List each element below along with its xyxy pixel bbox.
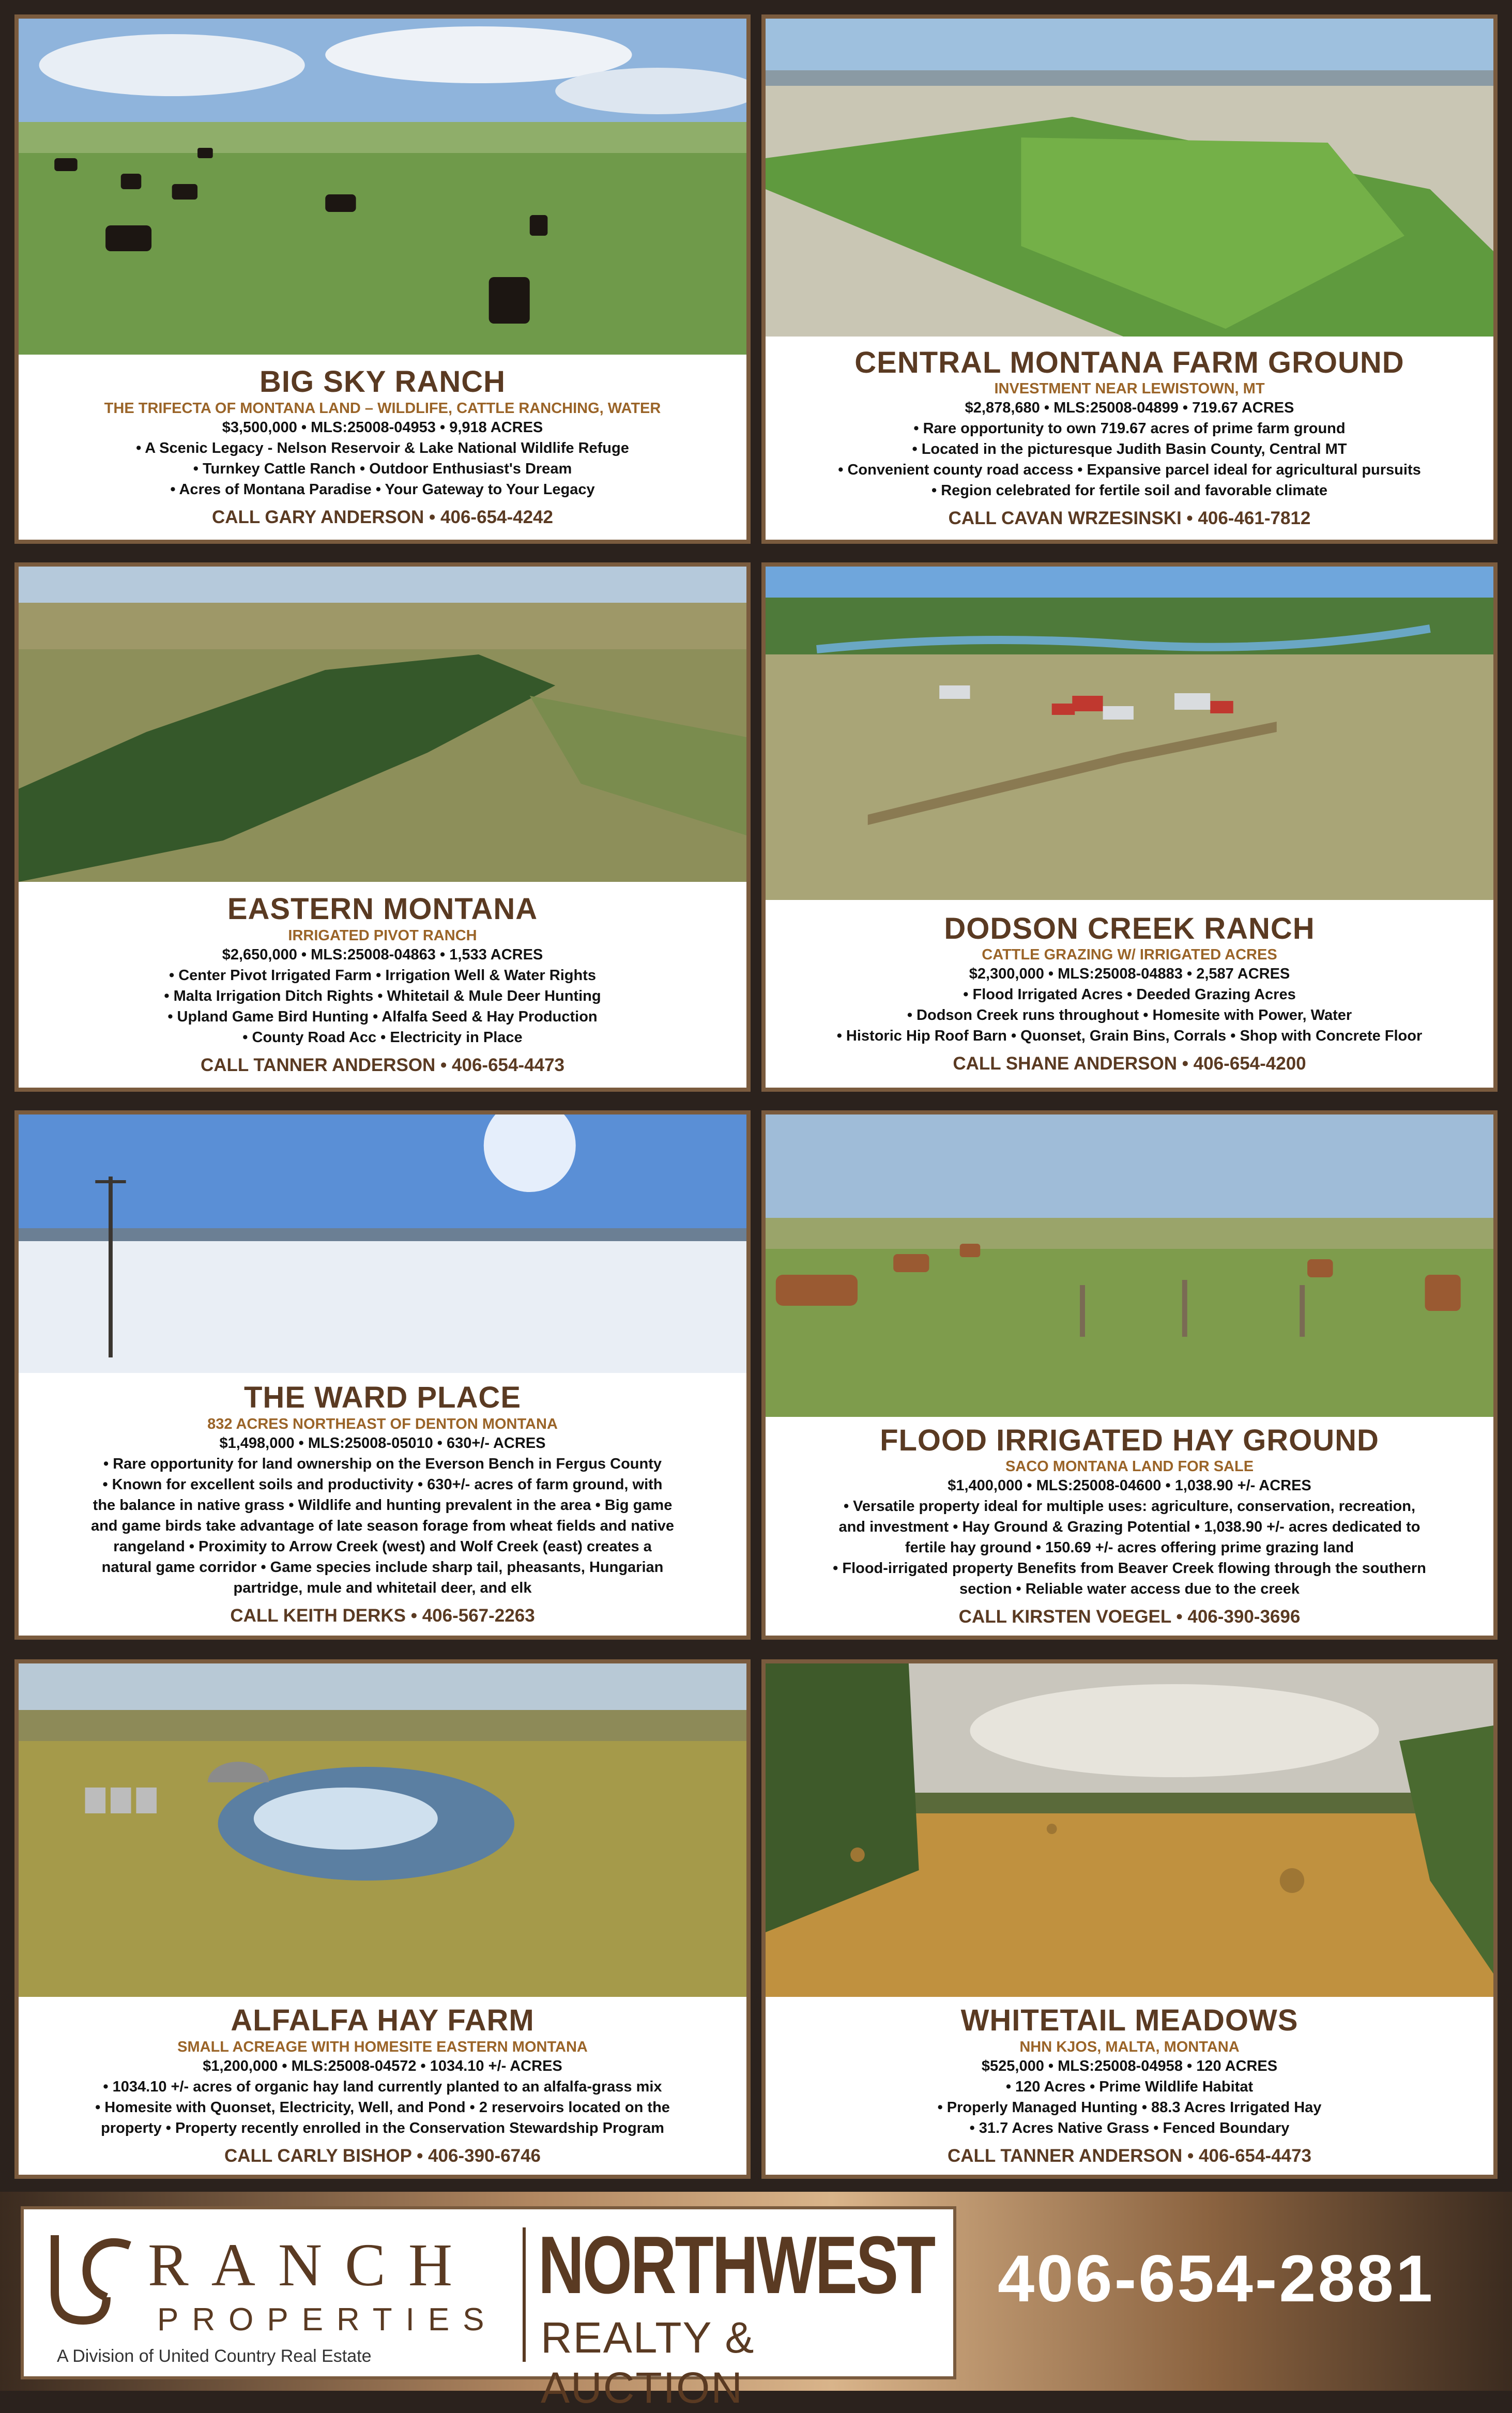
- listing-text: [19, 882, 746, 1088]
- listing-title: ALFALFA HAY FARM: [231, 2004, 534, 2038]
- listing-title: DODSON CREEK RANCH: [944, 911, 1315, 945]
- agent-call[interactable]: CALL KEITH DERKS • 406-567-2263: [230, 1606, 535, 1626]
- listing-line: $525,000 • MLS:25008-04958 • 120 ACRES: [981, 2057, 1278, 2074]
- company-logo: [21, 2206, 956, 2412]
- listing-subtitle: 832 ACRES NORTHEAST OF DENTON MONTANA: [207, 1415, 558, 1432]
- listing-subtitle: CATTLE GRAZING W/ IRRIGATED ACRES: [982, 946, 1277, 964]
- listing-line: • Region celebrated for fertile soil and favorable climate: [931, 482, 1327, 499]
- listing-line: • 120 Acres • Prime Wildlife Habitat: [1005, 2078, 1254, 2095]
- listing-title: BIG SKY RANCH: [259, 365, 506, 399]
- listing-line: • Rare opportunity to own 719.67 acres of prime farm ground: [913, 420, 1346, 437]
- listing-card[interactable]: [14, 1659, 751, 2179]
- listing-line: and game birds take advantage of late season forage from wheat fields and native: [90, 1517, 675, 1534]
- listing-subtitle: IRRIGATED PIVOT RANCH: [288, 927, 477, 944]
- listing-line: • Center Pivot Irrigated Farm • Irrigation Well & Water Rights: [169, 967, 596, 984]
- listing-text: [19, 1997, 746, 2175]
- listing-line: $1,200,000 • MLS:25008-04572 • 1034.10 +/- ACRES: [203, 2057, 562, 2074]
- listing-line: $2,300,000 • MLS:25008-04883 • 2,587 ACRES: [969, 966, 1290, 983]
- listing-line: $3,500,000 • MLS:25008-04953 • 9,918 ACRES: [222, 419, 543, 436]
- listing-title: WHITETAIL MEADOWS: [960, 2004, 1299, 2038]
- agent-call[interactable]: CALL SHANE ANDERSON • 406-654-4200: [953, 1053, 1306, 1074]
- property-photo: [766, 1663, 1493, 1997]
- listing-line: • County Road Acc • Electricity in Place: [242, 1029, 523, 1046]
- listing-subtitle: NHN KJOS, MALTA, MONTANA: [1019, 2038, 1240, 2055]
- listing-card[interactable]: [761, 1659, 1498, 2179]
- footer-banner: [0, 2192, 1512, 2412]
- listing-title: THE WARD PLACE: [244, 1380, 521, 1414]
- listing-line: • Homesite with Quonset, Electricity, Well, and Pond • 2 reservoirs located on the: [95, 2099, 670, 2116]
- uc-logo-icon: [44, 2230, 132, 2328]
- listing-card[interactable]: [14, 1110, 751, 1640]
- listing-line: $2,650,000 • MLS:25008-04863 • 1,533 ACRES: [222, 946, 543, 963]
- main-phone[interactable]: 406-654-2881: [998, 2242, 1435, 2316]
- properties-wordmark: PROPERTIES: [157, 2302, 498, 2338]
- property-photo: [19, 1663, 746, 1997]
- listing-line: $1,498,000 • MLS:25008-05010 • 630+/- ACRES: [219, 1434, 546, 1452]
- property-photo: [766, 1114, 1493, 1417]
- listing-line: • Malta Irrigation Ditch Rights • Whitetail & Mule Deer Hunting: [164, 987, 601, 1004]
- listing-text: [766, 1997, 1493, 2175]
- property-photo: [19, 567, 746, 882]
- listing-card[interactable]: [761, 562, 1498, 1092]
- ranch-wordmark: RANCH: [148, 2231, 476, 2299]
- listing-line: partridge, mule and whitetail deer, and elk: [233, 1579, 532, 1596]
- property-photo: [766, 567, 1493, 900]
- agent-call[interactable]: CALL GARY ANDERSON • 406-654-4242: [212, 507, 553, 527]
- listing-line: • Dodson Creek runs throughout • Homesite with Power, Water: [907, 1007, 1352, 1024]
- listing-line: • 1034.10 +/- acres of organic hay land currently planted to an alfalfa-grass mix: [103, 2078, 662, 2095]
- listing-line: • Versatile property ideal for multiple uses: agriculture, conservation, recreation,: [843, 1498, 1416, 1515]
- listing-line: • 31.7 Acres Native Grass • Fenced Boundary: [969, 2119, 1290, 2136]
- property-photo: [19, 19, 746, 355]
- listing-line: • Flood-irrigated property Benefits from Beaver Creek flowing through the southern: [833, 1560, 1426, 1577]
- realty-auction-wordmark: REALTY & AUCTION: [541, 2313, 755, 2412]
- listing-line: • Properly Managed Hunting • 88.3 Acres Irrigated Hay: [937, 2099, 1322, 2116]
- listing-text: [766, 1417, 1493, 1636]
- listing-line: • Known for excellent soils and productivity • 630+/- acres of farm ground, with: [102, 1476, 663, 1493]
- listing-line: • Flood Irrigated Acres • Deeded Grazing Acres: [963, 986, 1296, 1003]
- northwest-wordmark: NORTHWEST: [538, 2220, 935, 2311]
- listing-line: • Historic Hip Roof Barn • Quonset, Grain Bins, Corrals • Shop with Concrete Floor: [836, 1028, 1423, 1045]
- listing-text: [766, 337, 1493, 540]
- listing-line: property • Property recently enrolled in the Conservation Stewardship Program: [101, 2119, 664, 2136]
- listing-line: and investment • Hay Ground & Grazing Potential • 1,038.90 +/- acres dedicated to: [838, 1519, 1421, 1536]
- listing-card[interactable]: [761, 14, 1498, 544]
- listing-card[interactable]: [14, 14, 751, 544]
- listing-card[interactable]: [761, 1110, 1498, 1640]
- listing-text: [766, 900, 1493, 1088]
- listing-line: • Acres of Montana Paradise • Your Gateway to Your Legacy: [170, 481, 595, 498]
- agent-call[interactable]: CALL TANNER ANDERSON • 406-654-4473: [200, 1055, 565, 1075]
- listing-subtitle: SMALL ACREAGE WITH HOMESITE EASTERN MONTANA: [177, 2038, 588, 2055]
- logo-divider: [523, 2227, 526, 2362]
- listing-line: • A Scenic Legacy - Nelson Reservoir & Lake National Wildlife Refuge: [136, 439, 629, 456]
- listing-line: the balance in native grass • Wildlife and hunting prevalent in the area • Big game: [93, 1496, 673, 1514]
- listing-subtitle: SACO MONTANA LAND FOR SALE: [1005, 1458, 1254, 1475]
- agent-call[interactable]: CALL KIRSTEN VOEGEL • 406-390-3696: [958, 1607, 1301, 1627]
- listing-title: CENTRAL MONTANA FARM GROUND: [854, 345, 1404, 379]
- listing-title: FLOOD IRRIGATED HAY GROUND: [880, 1423, 1379, 1457]
- listing-line: • Convenient county road access • Expansive parcel ideal for agricultural pursuits: [838, 462, 1421, 479]
- listing-line: • Rare opportunity for land ownership on the Everson Bench in Fergus County: [103, 1455, 662, 1472]
- listing-title: EASTERN MONTANA: [227, 892, 538, 926]
- listing-line: • Upland Game Bird Hunting • Alfalfa Seed & Hay Production: [167, 1008, 598, 1025]
- property-photo: [766, 19, 1493, 337]
- listing-text: [19, 1373, 746, 1636]
- listing-line: section • Reliable water access due to the creek: [959, 1581, 1300, 1598]
- agent-call[interactable]: CALL CARLY BISHOP • 406-390-6746: [224, 2145, 541, 2166]
- listing-line: • Located in the picturesque Judith Basin County, Central MT: [912, 441, 1347, 458]
- property-photo: [19, 1114, 746, 1373]
- agent-call[interactable]: CALL TANNER ANDERSON • 406-654-4473: [947, 2145, 1312, 2166]
- division-text: A Division of United Country Real Estate: [57, 2346, 372, 2366]
- listing-card[interactable]: [14, 562, 751, 1092]
- listing-line: rangeland • Proximity to Arrow Creek (west) and Wolf Creek (east) creates a: [113, 1538, 652, 1555]
- agent-call[interactable]: CALL CAVAN WRZESINSKI • 406-461-7812: [948, 508, 1311, 529]
- listing-line: natural game corridor • Game species include sharp tail, pheasants, Hungarian: [101, 1559, 664, 1576]
- listing-line: • Turnkey Cattle Ranch • Outdoor Enthusiast's Dream: [193, 460, 572, 477]
- listing-subtitle: THE TRIFECTA OF MONTANA LAND – WILDLIFE, CATTLE RANCHING, WATER: [104, 400, 661, 417]
- listing-text: [19, 355, 746, 540]
- listing-line: $1,400,000 • MLS:25008-04600 • 1,038.90 +/- ACRES: [948, 1477, 1311, 1494]
- listing-line: fertile hay ground • 150.69 +/- acres offering prime grazing land: [905, 1539, 1354, 1556]
- listing-subtitle: INVESTMENT NEAR LEWISTOWN, MT: [994, 380, 1265, 398]
- listing-line: $2,878,680 • MLS:25008-04899 • 719.67 ACRES: [965, 400, 1294, 417]
